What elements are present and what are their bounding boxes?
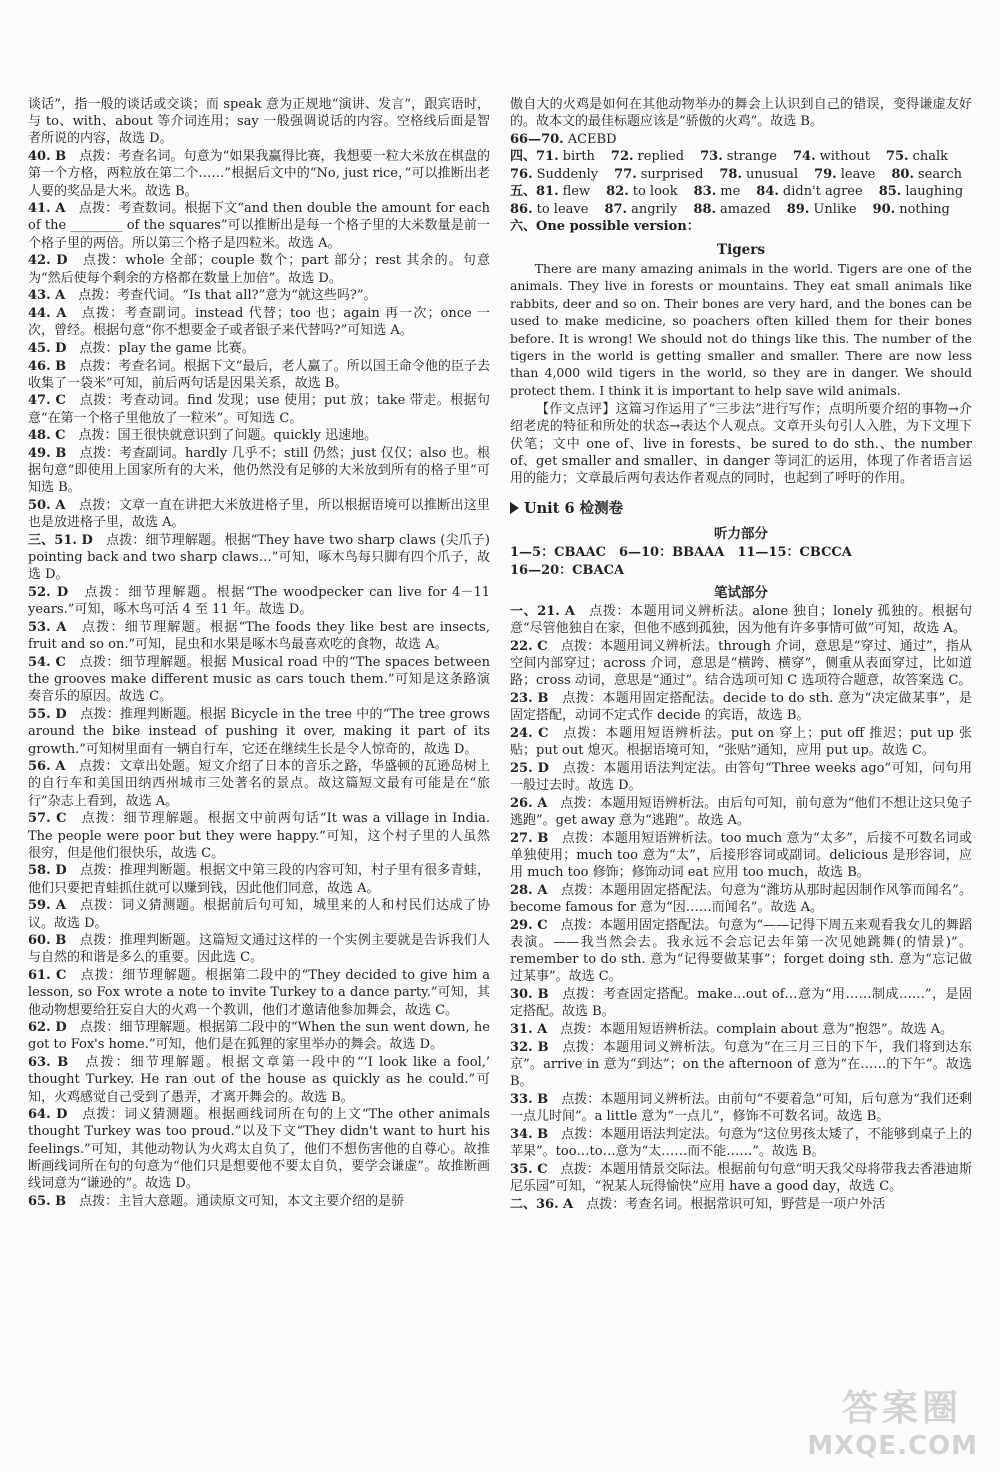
answer-item <box>28 706 490 758</box>
answer-item <box>28 1054 490 1106</box>
answer-key: 22. C <box>510 639 548 655</box>
answer-word: Suddenly <box>536 166 599 182</box>
watermark-logo <box>758 1375 988 1465</box>
answer-item <box>28 532 490 584</box>
answer-number: 74. <box>792 149 816 165</box>
answer-word: birth <box>562 149 595 165</box>
answer-key: 26. A <box>510 795 548 811</box>
answer-number: 80. <box>891 166 914 182</box>
answer-explanation: 点拨：细节理解题。根据 Musical road 中的“The spaces between the grooves make different music as cars touch them.”可知是这条路演奏音乐的原因。故选 C。 <box>28 655 490 705</box>
answer-key: 41. A <box>28 201 66 217</box>
answer-explanation: 点拨：本题用固定搭配法。句意为“潍坊从那时起因制作风筝而闻名”。become famous for 意为“因……而闻名”。故选 A。 <box>510 882 972 916</box>
answer-key: 59. A <box>28 898 66 914</box>
listening-row: 16—20：CBACA <box>510 562 625 578</box>
answer-number: 79. <box>814 166 837 182</box>
answer-explanation: 点拨：本题用固定搭配法。句意为“——记得下周五来观看我女儿的舞蹈表演。——我当然会去。我永远不会忘记去年第一次见她跳舞(的情景)”。remember to do sth. 意为“记得要做某事”；forget doing sth. 意为“忘记做过某事”。故选 C。 <box>510 917 972 985</box>
answer-item <box>510 638 972 690</box>
answer-number: 89. <box>786 201 810 217</box>
essay-title: Tigers <box>717 241 765 258</box>
right-column <box>510 96 972 1213</box>
answer-explanation: 点拨：文章一直在讲把大米放进格子里，所以根据语境可以推断出这里也是放进格子里，故选 A。 <box>28 498 490 531</box>
answer-explanation: 点拨：本题用情景交际法。根据前句句意“明天我父母将带我去香港迪斯尼乐园”可知，“祝某人玩得愉快”应用 have a good day，故选 C。 <box>510 1161 972 1194</box>
answer-explanation: 点拨：play the game 比赛。 <box>79 340 255 356</box>
answer-row <box>510 131 972 149</box>
answer-key: 60. B <box>28 933 67 949</box>
left-answer-list <box>28 148 490 1210</box>
answer-key: 49. B <box>28 446 67 462</box>
answer-explanation: 点拨：考查数词。根据下文“and then double the amount for each of the ________ of the squares”可以推断出是每一个格子里的大米数量是前一个格子里的两倍。所以第三个格子是四粒米。故选 A。 <box>28 201 490 251</box>
answer-key: 一、21. A <box>510 604 576 620</box>
answer-word: replied <box>637 149 685 165</box>
answer-key: 65. B <box>28 1193 67 1209</box>
answer-key: 61. C <box>28 968 67 984</box>
answer-number: 66—70. <box>510 131 564 147</box>
answer-explanation: 点拨：本题用词义辨析法。由前句“不要着急”可知，后句意为“我们还剩一点儿时间”。a little 意为“一点儿”，修饰不可数名词。故选 B。 <box>510 1091 972 1125</box>
answer-explanation: 点拨：本题用词义辨析法。句意为“在三月三日的下午，我们将到达东京”。arrive in 意为“到达”；on the afternoon of 意为“在……的下午”。故选 B。 <box>510 1039 972 1090</box>
answer-number: 90. <box>872 201 896 217</box>
answer-item <box>28 1019 490 1053</box>
answer-key: 23. B <box>510 691 549 707</box>
answer-item <box>28 148 490 200</box>
answer-row <box>510 148 972 166</box>
answer-key: 30. B <box>510 987 549 1003</box>
answer-word: leave <box>840 166 876 182</box>
answer-explanation: 点拨：考查名词。根据常识可知，野营是一项户外活 <box>586 1196 886 1212</box>
answer-word: to look <box>632 184 678 200</box>
answer-key: 44. A <box>28 305 67 321</box>
answer-explanation: 点拨：主旨大意题。通读原文可知，本文主要介绍的是骄 <box>79 1193 405 1209</box>
answer-word: without <box>819 149 870 165</box>
answer-explanation: 点拨：考查动词。find 发现；use 使用；put 放；take 带走。根据句意“在第一个格子里他放了一粒米”。可知选 C。 <box>28 393 490 426</box>
answer-word: me <box>720 184 741 200</box>
answer-item <box>28 932 490 966</box>
answer-number: 77. <box>614 166 637 182</box>
answer-explanation: 点拨：细节理解题。根据“The foods they like best are insects, fruit and so on.”可知，昆虫和水果是啄木鸟最喜欢吃的食物，故选 A。 <box>28 620 490 653</box>
answer-explanation: 点拨：whole 全部；couple 数个；part 部分；rest 其余的。句意为“然后使每个剩余的方格都在数量上加倍”。故选 D。 <box>28 253 490 286</box>
answer-explanation: 点拨：考查名词。句意为“如果我赢得比赛，我想要一粒大米放在棋盘的第一个方格，两粒放在第二个……”根据后文中的“No, just rice，”可以推断出老人要的奖品是大米。故选 B。 <box>28 149 490 199</box>
answer-key: 63. B <box>28 1055 69 1071</box>
answer-explanation: 点拨：本题用语法判定法。句意为“这位男孩太矮了，不能够到桌子上的苹果”。too…to…意为“太……而不能……”。故选 B。 <box>510 1126 972 1159</box>
answer-explanation: 点拨：推理判断题。根据 Bicycle in the tree 中的“The tree grows around the bike instead of pushing it over, making it part of its growth.”可知树里面有一辆自行车，它还在继续生长是令人惊奇的，故选 D。 <box>28 707 490 757</box>
answer-key: 46. B <box>28 358 67 374</box>
answer-item <box>510 1161 972 1195</box>
answer-key: 43. A <box>28 288 66 304</box>
answer-explanation: 点拨：词义猜测题。根据前后句可知，城里来的人和村民们达成了协议。故选 D。 <box>28 898 490 931</box>
answer-explanation: 点拨：本题用短语辨析法。too much 意为“太多”，后接不可数名词或单独使用；much too 意为“太”，后接形容词或副词。delicious 是形容词，应用 much too 修饰；修饰动词 eat 应用 too much，故选 B。 <box>510 830 972 881</box>
answer-explanation: 点拨：文章出处题。短文介绍了日本的音乐之路，华盛顿的瓦逊岛树上的自行车和美国田纳西州城市三处著名的景点。故这篇短文最有可能是在“旅行”杂志上看到，故选 A。 <box>28 759 490 809</box>
answer-item <box>28 810 490 862</box>
answer-item <box>28 758 490 810</box>
answer-explanation: 点拨：本题用短语辨析法。put on 穿上；put off 推迟；put up 张贴；put out 熄灭。根据语境可知，“张贴”通知，应用 put up。故选 C。 <box>510 726 972 759</box>
answer-number: 87. <box>604 201 628 217</box>
answer-number: 五、81. <box>510 184 559 200</box>
answer-word: search <box>917 166 962 182</box>
answer-item <box>28 392 490 426</box>
answer-explanation: 点拨：细节理解题。根据“The woodpecker can live for 4－11 years.”可知，啄木鸟可活 4 至 11 年。故选 D。 <box>28 585 490 618</box>
answer-word: Unlike <box>813 201 857 217</box>
answer-explanation: 点拨：推理判断题。根据文中第三段的内容可知，村子里有很多青蛙，他们只要把青蛙抓住就可以赚到钱，因此他们同意，故选 A。 <box>28 863 490 896</box>
answer-key: 57. C <box>28 811 67 827</box>
essay-body: There are many amazing animals in the world. Tigers are one of the animals. They live in forests or mountains. They eat small animals like rabbits, deer and so on. Their bones are very hard, and the bones can be used to make medicine, so poachers often killed them for their bones before. It is wrong! We should not do things like this. The number of the tigers in the world is getting smaller and smaller. There are now less than 4,000 wild tigers in the world, so they are in danger. We should protect them. I think it is important to help save wild animals. <box>510 260 972 398</box>
answer-word: ACEBD <box>567 131 617 147</box>
answer-key: 56. A <box>28 759 66 775</box>
answer-row <box>510 166 972 184</box>
unit-title: Unit 6 检测卷 <box>524 500 624 518</box>
answer-explanation: 点拨：考查副词。hardly 几乎不；still 仍然；just 仅仅；also 也。根据句意“即使用上国家所有的大米，他仍然没有足够的大米放到所有的格子里”可知选 B。 <box>28 446 490 496</box>
answer-item <box>510 760 972 794</box>
answer-key: 40. B <box>28 149 67 165</box>
writing-heading: 笔试部分 <box>714 585 768 602</box>
answer-key: 27. B <box>510 830 549 846</box>
answer-item <box>28 497 490 531</box>
answer-item <box>28 1193 490 1210</box>
right-answer-list <box>510 603 972 1213</box>
answer-explanation: 点拨：细节理解题。根据文中前两句话“It was a village in India. The people were poor but they were happy.”可知，这个村子里的人虽然很穷，但是他们很快乐，故选 C。 <box>28 811 490 861</box>
answer-key: 55. D <box>28 707 67 723</box>
answer-item <box>510 1126 972 1160</box>
answer-key: 64. D <box>28 1107 68 1123</box>
answer-explanation: 点拨：细节理解题。根据第二段中的“They decided to give him a lesson, so Fox wrote a note to invite Turkey to a dance party.”可知，其他动物想要给狂妄自大的火鸡一个教训，他们才邀请他参加舞会，故选 C。 <box>28 968 490 1018</box>
answer-explanation: 点拨：考查固定搭配。make…out of…意为“用……制成……”，是固定搭配。故选 B。 <box>510 987 972 1020</box>
watermark-cn: 答案圈 <box>841 1388 962 1429</box>
answer-number: 73. <box>700 149 723 165</box>
answer-item <box>28 252 490 286</box>
answer-number: 82. <box>606 184 629 200</box>
listening-answers <box>510 544 972 579</box>
answer-explanation: 点拨：考查代词。“Is that all?”意为“就这些吗?”。 <box>78 288 377 304</box>
answer-rows <box>510 131 972 219</box>
answer-word: unusual <box>746 166 799 182</box>
answer-item <box>510 795 972 829</box>
answer-item <box>510 830 972 882</box>
answer-number: 76. <box>510 166 533 182</box>
answer-key: 54. C <box>28 655 66 670</box>
answer-explanation: 点拨：词义猜测题。根据画线词所在句的上文“The other animals thought Turkey was too proud.”以及下文“They didn't want to hurt his feelings.”可知，其他动物认为火鸡太自负了，他们不想伤害他的自尊心。故推断画线词所在句的句意为“他们只是想要他不要太自负，要学会谦虚”。故推断画线词意为“谦逊的”。故选 D。 <box>28 1107 490 1192</box>
watermark-en: MXQE.COM <box>807 1431 978 1461</box>
answer-key: 35. C <box>510 1161 548 1177</box>
answer-number: 72. <box>610 149 634 165</box>
answer-key: 45. D <box>28 340 67 356</box>
answer-item <box>510 603 972 637</box>
answer-item <box>28 654 490 706</box>
answer-key: 三、51. D <box>28 533 93 549</box>
answer-item <box>510 690 972 724</box>
triangle-icon <box>510 502 519 514</box>
answer-number: 78. <box>719 166 743 182</box>
answer-explanation: 点拨：本题用短语辨析法。complain about 意为“抱怨”。故选 A。 <box>560 1022 954 1038</box>
answer-item <box>510 1091 972 1125</box>
answer-item <box>510 882 972 916</box>
answer-item <box>510 1039 972 1091</box>
answer-item <box>510 725 972 759</box>
answer-explanation: 点拨：本题用语法判定法。由答句“Three weeks ago”可知，问句用一般过去时。故选 D。 <box>510 761 972 794</box>
answer-key: 28. A <box>510 882 548 898</box>
answer-word: amazed <box>720 201 771 217</box>
left-column <box>28 96 490 1211</box>
answer-number: 86. <box>510 201 533 217</box>
answer-key: 24. C <box>510 726 549 742</box>
answer-key: 53. A <box>28 620 67 636</box>
answer-key: 58. D <box>28 863 67 879</box>
answer-explanation: 点拨：考查名词。根据下文“最后，老人赢了。所以国王命令他的臣子去收集了一袋米”可知，前后两句话是因果关系，故选 B。 <box>28 358 490 391</box>
answer-explanation: 点拨：本题用固定搭配法。decide to do sth. 意为“决定做某事”，是固定搭配，动词不定式作 decide 的宾语，故选 B。 <box>510 691 972 724</box>
answer-key: 33. B <box>510 1091 549 1107</box>
answer-item <box>28 287 490 304</box>
answer-item <box>28 897 490 931</box>
answer-item <box>510 1021 972 1038</box>
answer-item <box>28 584 490 618</box>
answer-word: surprised <box>640 166 704 182</box>
answer-number: 88. <box>693 201 717 217</box>
answer-number: 83. <box>693 184 717 200</box>
answer-row <box>510 201 972 219</box>
essay-label: 六、One possible version： <box>510 219 700 235</box>
answer-explanation: 点拨：细节理解题。根据“They have two sharp claws (尖爪子) pointing back and two sharp claws…”可知，啄木鸟每只脚有四个爪子，故选 D。 <box>28 533 490 583</box>
answer-number: 84. <box>756 184 779 200</box>
answer-word: didn't agree <box>782 184 863 200</box>
answer-key: 31. A <box>510 1022 548 1038</box>
answer-key: 32. B <box>510 1039 549 1055</box>
answer-explanation: 点拨：推理判断题。这篇短文通过这样的一个实例主要就是告诉我们人与自然的和谐是多么的重要。因此选 C。 <box>28 933 490 966</box>
answer-word: angrily <box>631 201 678 217</box>
answer-item <box>28 445 490 497</box>
answer-item <box>28 427 490 444</box>
unit-header <box>510 497 972 518</box>
listening-heading: 听力部分 <box>714 526 768 543</box>
answer-word: strange <box>726 149 777 165</box>
left-continuation: 谈话”，指一般的谈话或交谈；而 speak 意为正规地“演讲、发言”，跟宾语时，与 to、with、about 等介词连用；say 一般强调说话的内容。空格线后面是智者所说的内容，故选 D。 <box>28 97 490 147</box>
answer-key: 25. D <box>510 761 549 776</box>
essay-comment: 【作文点评】这篇习作运用了“三步法”进行写作；点明所要介绍的事物→介绍老虎的特征和所处的状态→表达个人观点。文章开头句引人入胜，为下文埋下伏笔；文中 one of、live in forests、be sured to do sth.、the number of、get smaller and smaller、in danger 等词汇的运用，体现了作者语言运用的能力；文章最后两句表达作者观点的同时，也起到了呼吁的作用。 <box>510 402 972 486</box>
answer-word: chalk <box>912 149 948 165</box>
answer-item <box>28 1106 490 1192</box>
answer-explanation: 点拨：考查副词。instead 代替；too 也；again 再一次；once 一次，曾经。根据句意“你不想要金子或者银子来代替吗?”可知选 A。 <box>28 305 490 339</box>
answer-number: 85. <box>878 184 902 200</box>
answer-item <box>28 619 490 653</box>
answer-item <box>510 986 972 1020</box>
answer-word: nothing <box>899 201 950 217</box>
answer-word: to leave <box>536 201 589 217</box>
listening-row: 1—5：CBAAC 6—10：BBAAA 11—15：CBCCA <box>510 545 852 561</box>
answer-word: flew <box>562 184 591 200</box>
answer-key: 二、36. A <box>510 1196 574 1212</box>
answer-item <box>28 967 490 1019</box>
answer-key: 62. D <box>28 1020 67 1036</box>
answer-explanation: 点拨：细节理解题。根据文章第一段中的“‘I look like a fool,’ thought Turkey. He ran out of the house as quickly as he could.”可知，火鸡感觉自己受到了愚弄，才离开舞会的。故选 B。 <box>28 1055 490 1105</box>
answer-number: 四、71. <box>510 149 559 165</box>
answer-key: 52. D <box>28 585 69 601</box>
answer-item <box>510 917 972 986</box>
answer-item <box>28 862 490 896</box>
answer-key: 34. B <box>510 1126 549 1142</box>
answer-number: 75. <box>885 149 909 165</box>
answer-row <box>510 183 972 201</box>
answer-item <box>28 305 490 339</box>
answer-item <box>510 1196 972 1213</box>
answer-explanation: 点拨：本题用词义辨析法。alone 独自；lonely 孤独的。根据句意“尽管他独自在家，但他不感到孤独，因为他有许多事情可做”可知，故选 A。 <box>510 604 972 637</box>
answer-key: 42. D <box>28 253 68 269</box>
answer-key: 48. C <box>28 428 66 444</box>
answer-key: 29. C <box>510 917 548 933</box>
answer-item <box>28 358 490 392</box>
answer-explanation: 点拨：国王很快就意识到了问题。quickly 迅速地。 <box>78 428 378 444</box>
right-continuation: 傲自大的火鸡是如何在其他动物举办的舞会上认识到自己的错误，变得谦虚友好的。故本文的最佳标题应该是“骄傲的火鸡”。故选 B。 <box>510 97 972 130</box>
answer-item <box>28 340 490 357</box>
answer-item <box>28 200 490 252</box>
answer-explanation: 点拨：本题用短语辨析法。由后句可知，前句意为“他们不想让这只兔子逃跑”。get away 意为“逃跑”。故选 A。 <box>510 795 972 829</box>
answer-explanation: 点拨：本题用词义辨析法。through 介词，意思是“穿过、通过”，指从空间内部穿过；across 介词，意思是“横跨、横穿”，侧重从表面穿过，比如道路；cross 动词，意思是“通过”。结合选项可知 C 选项符合题意，故答案选 C。 <box>510 639 972 689</box>
answer-key: 50. A <box>28 498 66 514</box>
answer-explanation: 点拨：细节理解题。根据第二段中的“When the sun went down, he got to Fox's home.”可知，他们是在狐狸的家里举办的舞会。故选 D。 <box>28 1020 490 1053</box>
answer-word: laughing <box>905 184 964 200</box>
answer-key: 47. C <box>28 393 66 409</box>
